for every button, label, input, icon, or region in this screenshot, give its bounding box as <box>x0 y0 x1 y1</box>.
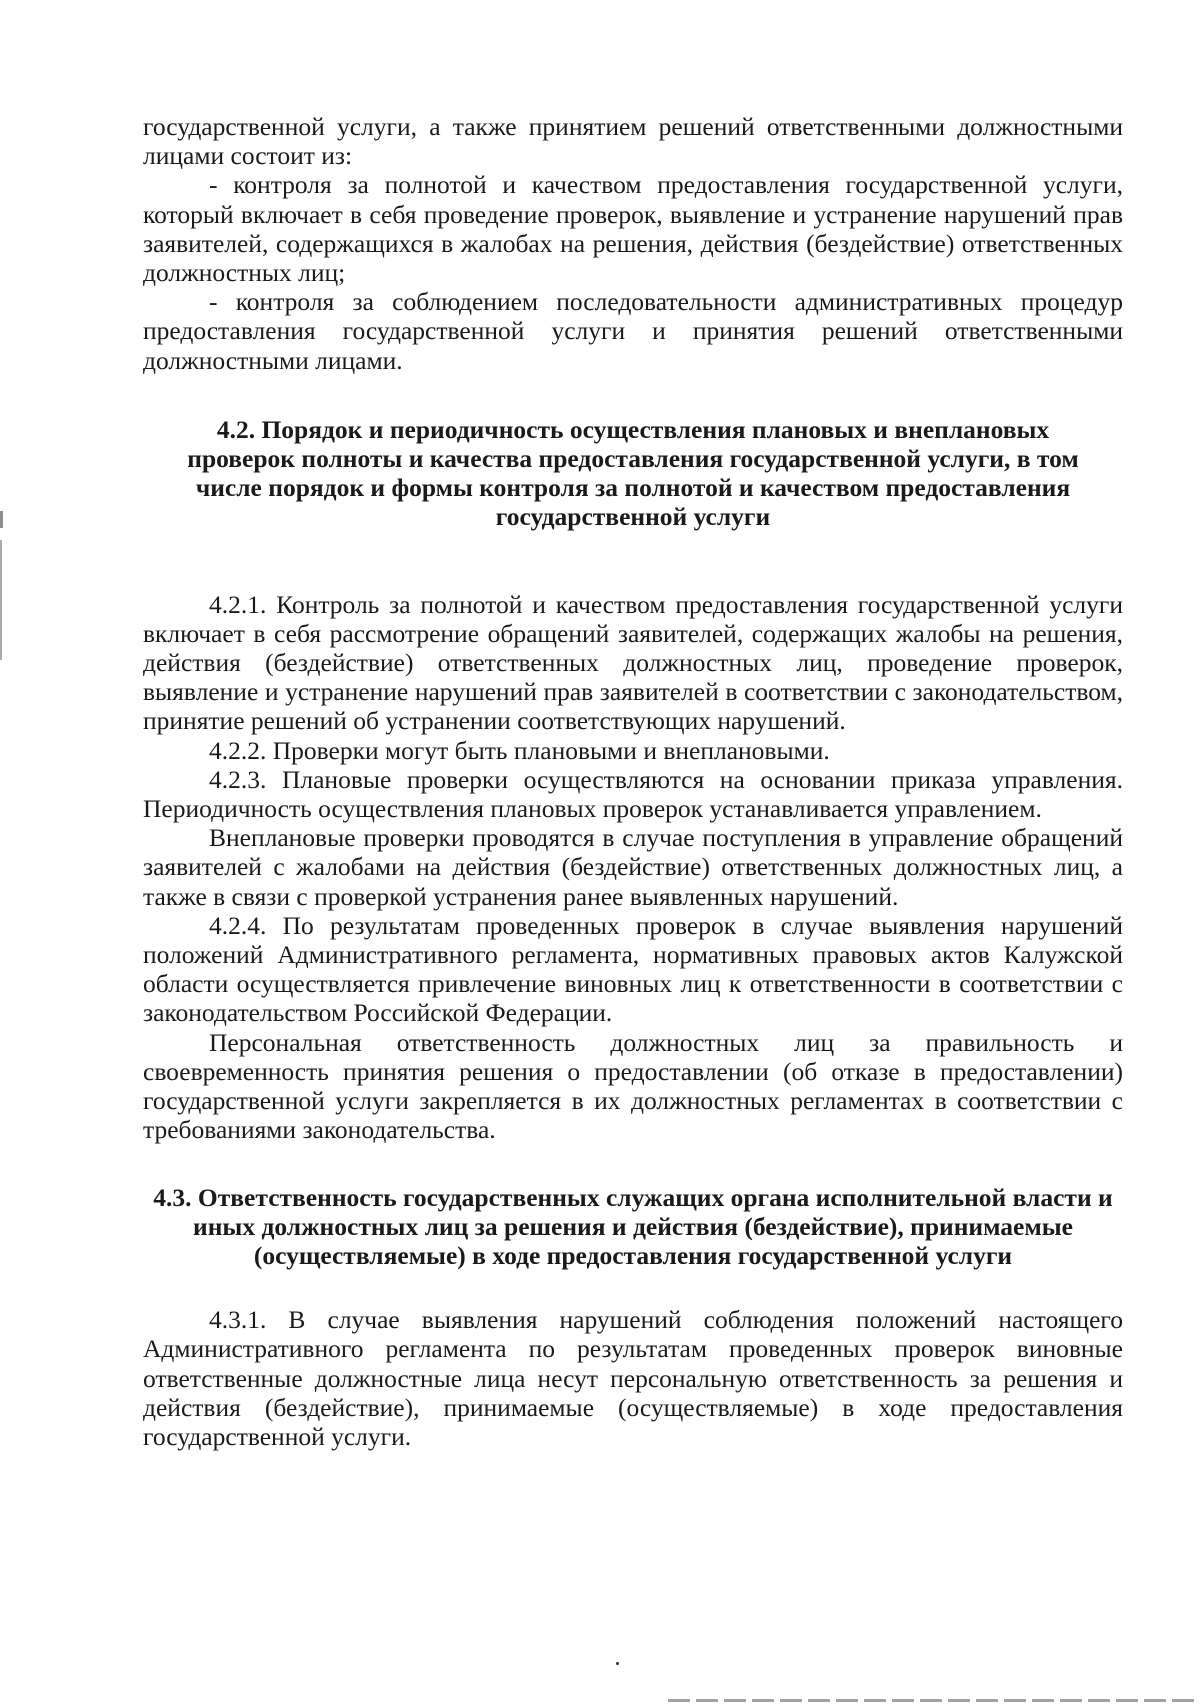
page-mark-dot <box>616 1662 619 1665</box>
document-content <box>143 112 1123 1451</box>
paragraph-personal-responsibility: Персональная ответственность должностных лиц за правильность и своевременность принятия решения о предоставлении (об отказе в предоставлении) государственной услуги закрепляется в их должностных регламентах в соответствии с требованиями законодательства. <box>143 1027 1123 1145</box>
paragraph-4-2-3: 4.2.3. Плановые проверки осуществляются на основании приказа управления. Периодичность осуществления плановых проверок устанавливается управлением. <box>143 764 1123 824</box>
scan-left-edge <box>0 0 3 1704</box>
section-4-3-body <box>143 1305 1123 1451</box>
paragraph-4-2-1: 4.2.1. Контроль за полнотой и качеством предоставления государственной услуги включает в себя рассмотрение обращений заявителей, содержащих жалобы на решения, действия (бездействие) ответственных должностных лиц, проведение проверок, выявление и устранение нарушений прав заявителей в соответствии с законодательством, принятие решений об устранении соответствующих нарушений. <box>143 589 1123 736</box>
paragraph-4-2-4: 4.2.4. По результатам проведенных проверок в случае выявления нарушений положений Административного регламента, нормативных правовых актов Калужской области осуществляется привлечение виновных лиц к ответственности в соответствии с законодательством Российской Федерации. <box>143 910 1123 1028</box>
intro-list-item: - контроля за полнотой и качеством предоставления государственной услуги, который включает в себя проведение проверок, выявление и устранение нарушений прав заявителей, содержащихся в жалобах на решения, действия (бездействие) ответственных должностных лиц; <box>143 170 1123 288</box>
section-4-2-heading: 4.2. Порядок и периодичность осуществления плановых и внеплановых проверок полноты и качества предоставления государственной услуги, в том числе порядок и формы контроля за полнотой и качеством предоставления государственной услуги <box>187 414 1079 532</box>
scan-artifact <box>0 540 2 660</box>
paragraph-4-3-1: 4.3.1. В случае выявления нарушений соблюдения положений настоящего Административного регламента по результатам проведенных проверок виновные ответственные должностные лица несут персональную ответственность за решения и действия (бездействие), принимаемые (осуществляемые) в ходе предоставления государственной услуги. <box>143 1305 1123 1451</box>
section-4-3-heading: 4.3. Ответственность государственных служащих органа исполнительной власти и иных должностных лиц за решения и действия (бездействие), принимаемые (осуществляемые) в ходе предоставления государственной услуги <box>153 1182 1113 1270</box>
paragraph-unscheduled-checks: Внеплановые проверки проводятся в случае поступления в управление обращений заявителей с жалобами на действия (бездействие) ответственных должностных лиц, а также в связи с проверкой устранения ранее выявленных нарушений. <box>143 823 1123 911</box>
paragraph-4-2-2: 4.2.2. Проверки могут быть плановыми и внеплановыми. <box>209 735 830 765</box>
intro-list-item: - контроля за соблюдением последовательности административных процедур предоставления государственной услуги и принятия решений ответственными должностными лицами. <box>143 287 1123 375</box>
intro-paragraph: государственной услуги, а также принятием решений ответственными должностными лицами состоит из: <box>143 112 1123 171</box>
scan-bottom-edge <box>668 1699 1200 1702</box>
section-4-2-body <box>143 590 1123 1145</box>
